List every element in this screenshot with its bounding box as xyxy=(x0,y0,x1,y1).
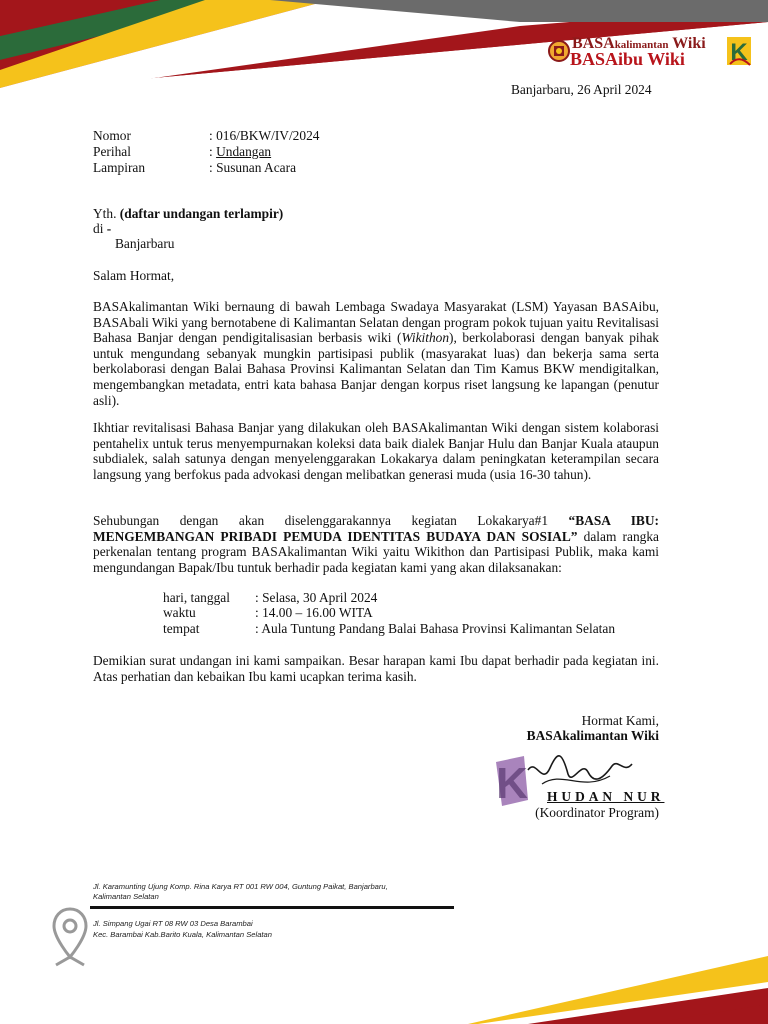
signer-role: (Koordinator Program) xyxy=(535,805,659,820)
event-value-date: : Selasa, 30 April 2024 xyxy=(255,590,378,605)
svg-text:K: K xyxy=(496,759,528,808)
organization-logo xyxy=(546,36,756,70)
meta-label-lampiran: Lampiran xyxy=(93,160,146,175)
closing-paragraph: Demikian surat undangan ini kami sampaikan. Besar harapan kami Ibu dapat berhadir pada kegiatan ini. Atas perhatian dan kebaikan Ibu kami ucapkan terima kasih. xyxy=(93,653,659,684)
event-label-time: waktu xyxy=(163,605,196,620)
event-value-time: : 14.00 – 16.00 WITA xyxy=(255,605,373,620)
address-1-line-1: Jl. Karamunting Ujung Komp. Rina Karya RT 001 RW 004, Guntung Paikat, Banjarbaru, xyxy=(93,882,388,891)
footer-divider xyxy=(90,906,454,909)
meta-label-perihal: Perihal xyxy=(93,144,131,159)
paragraph-2: Ikhtiar revitalisasi Bahasa Banjar yang dilakukan oleh BASAkalimantan Wiki dengan sistem kolaborasi pentahelix untuk terus menyempurnakan koleksi data baik dialek Banjar Hulu dan Banjar Kuala ataupun subdialek, salah satunya dengan menyelenggarakan Lokakarya dalam peningkatan keterampilan secara langsung yang berfokus pada advokasi dengan melibatkan generasi muda (usia 16-30 tahun). xyxy=(93,420,659,482)
address-2-line-2: Kec. Barambai Kab.Barito Kuala, Kalimantan Selatan xyxy=(93,930,272,939)
logo-line-1: BASAkalimantan Wiki xyxy=(572,35,706,52)
location-pin-icon xyxy=(50,905,90,969)
greeting: Salam Hormat, xyxy=(93,268,175,283)
address-1-line-2: Kalimantan Selatan xyxy=(93,892,159,901)
paragraph-3: Sehubungan dengan akan diselenggarakannya kegiatan Lokakarya#1 “BASA IBU: MENGEMBANGAN PRIBADI PEMUDA IDENTITAS BUDAYA DAN SOSIAL” dalam rangka perkenalan tentang program BASAkalimantan Wiki yaitu Wikithon dan Partisipasi Publik, maka kami mengundangan Bapak/Ibu tuntuk berhadir pada kegiatan kami yang akan dilaksanakan: xyxy=(93,513,659,575)
recipient-di: di - xyxy=(93,221,112,236)
meta-value-perihal: : Undangan xyxy=(209,144,272,159)
logo-k-mark-icon xyxy=(724,34,754,68)
svg-text:K: K xyxy=(730,39,748,66)
footer-decoration xyxy=(468,944,768,1024)
recipient-line: Yth. (daftar undangan terlampir) xyxy=(93,206,284,221)
meta-value-nomor: : 016/BKW/IV/2024 xyxy=(209,128,320,143)
event-label-date: hari, tanggal xyxy=(163,590,230,605)
logo-emblem-icon xyxy=(546,36,572,66)
meta-value-lampiran: : Susunan Acara xyxy=(209,160,297,175)
event-value-place: : Aula Tuntung Pandang Balai Bahasa Provinsi Kalimantan Selatan xyxy=(255,621,616,636)
place-date: Banjarbaru, 26 April 2024 xyxy=(511,82,652,97)
sign-organization: BASAkalimantan Wiki xyxy=(526,728,659,743)
event-label-place: tempat xyxy=(163,621,200,636)
meta-label-nomor: Nomor xyxy=(93,128,131,143)
logo-line-2: BASAibu Wiki xyxy=(570,49,685,69)
address-2-line-1: Jl. Simpang Ugai RT 08 RW 03 Desa Barambai xyxy=(93,919,253,928)
paragraph-1: BASAkalimantan Wiki bernaung di bawah Lembaga Swadaya Masyarakat (LSM) Yayasan BASAibu, BASAbali Wiki yang bernotabene di Kalimantan Selatan dengan program pokok tujuan yaitu Revitalisasi Bahasa Banjar dengan pendigitalisasian berbasis wiki (Wikithon), berkolaborasi dengan banyak pihak untuk mengundang sebanyak mungkin partisipasi publik (masyarakat luas) dan bekerja sama serta berkolaborasi dengan Balai Bahasa Provinsi Kalimantan Selatan dan Tim Kamus BKW mendigitalkan, mengembangkan metadata, entri kata bahasa Banjar dengan korpus riset langsung ke lapangan (penutur asli). xyxy=(93,299,659,408)
signer-name: HUDAN NUR xyxy=(547,789,665,804)
sign-greeting: Hormat Kami, xyxy=(581,713,659,728)
recipient-city: Banjarbaru xyxy=(115,236,175,251)
